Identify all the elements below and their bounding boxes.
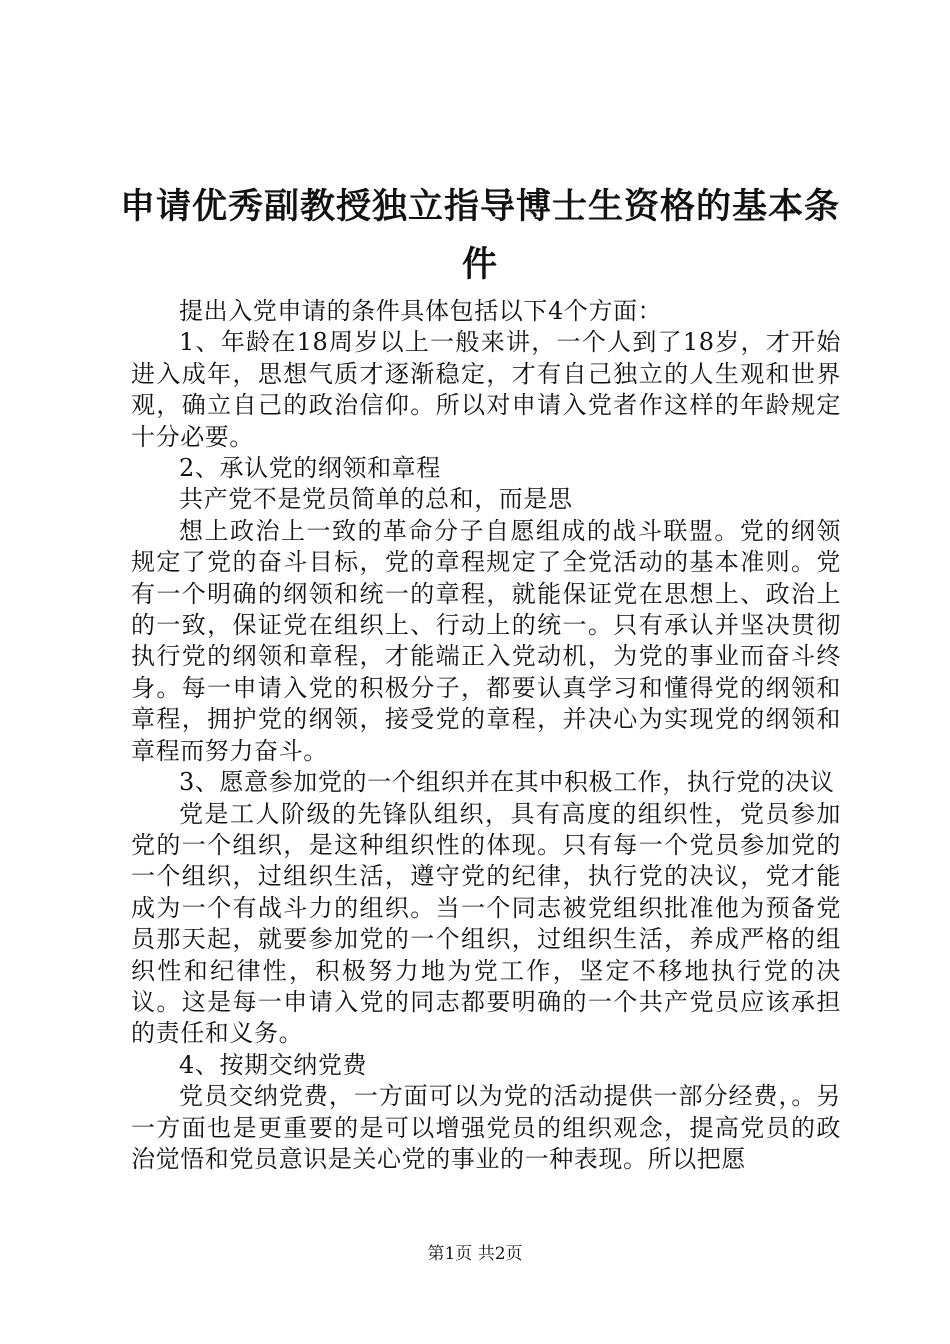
paragraph-condition-2-lead: 共产党不是党员简单的总和，而是思 — [179, 485, 573, 514]
paragraph-intro: 提出入党申请的条件具体包括以下4个方面： — [179, 297, 663, 325]
paragraph-condition-1: 1、年龄在18周岁以上一般来讲，一个人到了18岁，才开始进入成年，思想气质才逐渐稳定，才有自己独立的人生观和世界观，确立自己的政治信仰。所以对申请入党者作这样的年龄规定十分必要。 — [131, 328, 841, 451]
document-body — [131, 296, 841, 1175]
page-number-footer: 第1页 共2页 — [427, 1244, 523, 1264]
document-title: 申请优秀副教授独立指导博士生资格的基本条件 — [120, 186, 841, 285]
paragraph-condition-2-body: 想上政治上一致的革命分子自愿组成的战斗联盟。党的纲领规定了党的奋斗目标，党的章程规定了全党活动的基本准则。党有一个明确的纲领和统一的章程，就能保证党在思想上、政治上的一致，保证党在组织上、行动上的统一。只有承认并坚决贯彻执行党的纲领和章程，才能端正入党动机，为党的事业而奋斗终身。每一申请入党的积极分子，都要认真学习和懂得党的纲领和章程，拥护党的纲领，接受党的章程，并决心为实现党的纲领和章程而努力奋斗。 — [131, 516, 841, 765]
paragraph-condition-2-heading: 2、承认党的纲领和章程 — [179, 454, 441, 483]
paragraph-condition-4-body: 党员交纳党费，一方面可以为党的活动提供一部分经费，。另一方面也是更重要的是可以增强党员的组织观念，提高党员的政治觉悟和党员意识是关心党的事业的一种表现。所以把愿 — [131, 1082, 841, 1173]
paragraph-condition-4-heading: 4、按期交纳党费 — [179, 1050, 368, 1079]
paragraph-condition-3-heading: 3、愿意参加党的一个组织并在其中积极工作，执行党的决议 — [179, 768, 835, 797]
paragraph-condition-3-body: 党是工人阶级的先锋队组织，具有高度的组织性，党员参加党的一个组织，是这种组织性的体现。只有每一个党员参加党的一个组织，过组织生活，遵守党的纪律，执行党的决议，党才能成为一个有战斗力的组织。当一个同志被党组织批准他为预备党员那天起，就要参加党的一个组织，过组织生活，养成严格的组织性和纪律性，积极努力地为党工作，坚定不移地执行党的决议。这是每一申请入党的同志都要明确的一个共产党员应该承担的责任和义务。 — [131, 799, 841, 1048]
